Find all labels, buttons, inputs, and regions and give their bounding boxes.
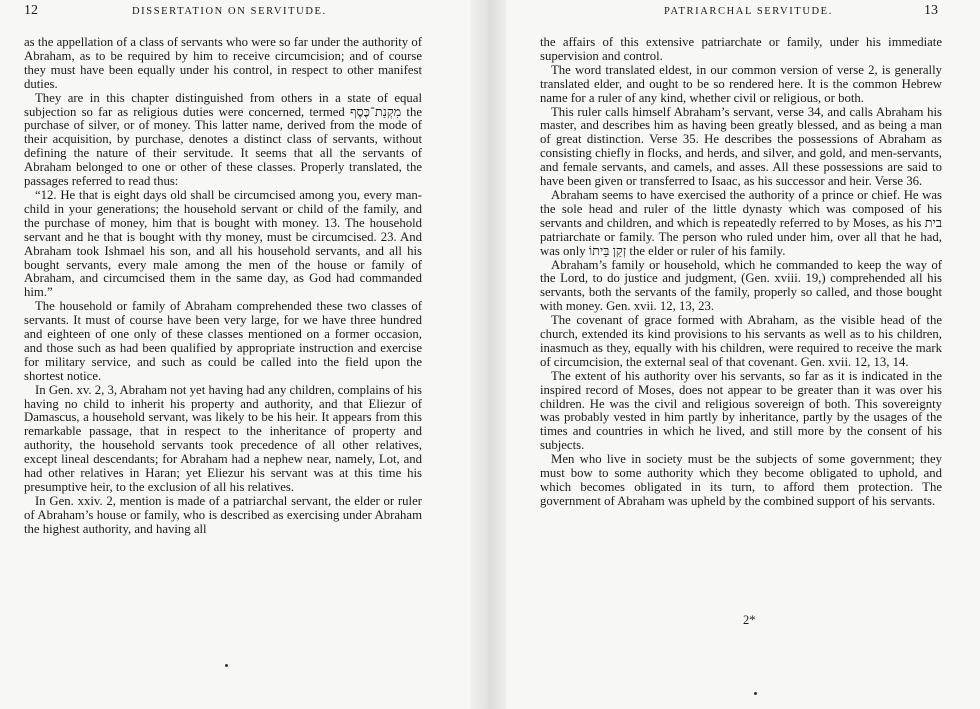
quotation: “12. He that is eight days old shall be circumcised among you, every man-child in your generations; the household servant or child of the family, and the purchase of money, him that is bought with money. 13. The household servant and he that is bought with thy money, must be circumcised. 23. And Abraham took Ishmael his son, and all his household servants, and all his bought servants, every male among the men of the house or family of Abraham, and circumcised them in the same day, as God had commanded him.” — [24, 187, 422, 300]
running-head: PATRIARCHAL SERVITUDE. — [664, 6, 833, 17]
left-page — [0, 0, 470, 709]
signature-mark: 2* — [743, 613, 756, 627]
paragraph: The word translated eldest, in our common version of verse 2, is generally translated elder, and ought to be so rendered here. It is the common Hebrew name for a ruler of any kind, whether civil or religious, or both. — [540, 62, 942, 105]
paragraph: This ruler calls himself Abraham’s servant, verse 34, and calls Abraham his master, and describes him as having been greatly blessed, and as being a man of great distinction. Verse 35. He describes the possessions of Abraham as consisting chiefly in flocks, and herds, and silver, and gold, and men-servants, and female servants, and camels, and asses. All these possessions are said to have been given or transferred to Isaac, as his successor and heir. Verse 36. — [540, 104, 942, 189]
paragraph: The household or family of Abraham comprehended these two classes of servants. It must of course have been very large, for we have three hundred and eighteen of one only of these classes mentioned on a former occasion, and those such as had been qualified by appropriate instruction and exercise for military service, and such as could be called into the field upon the shortest notice. — [24, 299, 422, 383]
paragraph: In Gen. xxiv. 2, mention is made of a patriarchal servant, the elder or ruler of Abraham’s house or family, who is described as exercising under Abraham the highest authority, and having all — [24, 493, 422, 536]
paragraph: The covenant of grace formed with Abraham, as the visible head of the church, extended its kind provisions to his servants as well as to his children, inasmuch as they, equally with his children, were required to receive the mark of circumcision, the external seal of that covenant. Gen. xvii. 12, 13, 14. — [540, 313, 942, 369]
paragraph: In Gen. xv. 2, 3, Abraham not yet having had any children, complains of his having no child to inherit his property and authority, and that Eliezur of Damascus, a household servant, was likely to be his heir. It appears from this remarkable passage, that in respect to the inheritance of property and authority, the household servants took precedence of all other relatives, except lineal descendants; for Abraham had a nephew near, namely, Lot, and had other relatives in Haran; yet Eliezur his servant was at this time his presumptive heir, to the exclusion of all his relatives. — [24, 382, 422, 494]
page-number: 12 — [24, 3, 38, 18]
running-head: DISSERTATION ON SERVITUDE. — [132, 6, 327, 17]
paragraph: the affairs of this extensive patriarchate or family, under his immediate supervision and control. — [540, 35, 942, 63]
book-gutter — [470, 0, 506, 709]
scan-speck — [754, 692, 757, 695]
page-body — [24, 36, 422, 537]
right-page — [506, 0, 980, 709]
page-body — [540, 36, 942, 509]
paragraph: as the appellation of a class of servants who were so far under the authority of Abraham, as to be required by him to receive circumcision; and of course they must have been equally under his control, in respect to other manifest duties. — [24, 35, 422, 91]
paragraph: Men who live in society must be the subjects of some government; they must bow to some authority which they become obligated to uphold, and which becomes obligated in its turn, to afford them protection. The government of Abraham was upheld by the combined support of his servants. — [540, 452, 942, 508]
paragraph: The extent of his authority over his servants, so far as it is indicated in the inspired record of Moses, does not appear to be greater than it was over his children. He was the civil and religious sovereign of both. This sovereignty was probably vested in him partly by inheritance, partly by the usages of the times and countries in which he lived, and still more by the consent of his subjects. — [540, 368, 942, 453]
page-number: 13 — [924, 3, 938, 18]
paragraph: Abraham seems to have exercised the authority of a prince or chief. He was the sole head and ruler of the little dynasty which was composed of his servants and children, and which is repeatedly referred to by Moses, as his בית patriarchate or family. The person who ruled under him, over all that he had, was only זְקַן בֵּיתוֹ the elder or ruler of his family. — [540, 187, 942, 258]
scan-speck — [225, 664, 228, 667]
paragraph: Abraham’s family or household, which he commanded to keep the way of the Lord, to do justice and judgment, (Gen. xviii. 19,) comprehended all his servants, both the servants of the family, properly so called, and those bought with money. Gen. xvii. 12, 13, 23. — [540, 257, 942, 314]
paragraph: They are in this chapter distinguished from others in a state of equal subjection so far as religious duties were concerned, termed מִקְנַת־כֶּסֶף the purchase of silver, or of money. This latter name, derived from the mode of their acquisition, by purchase, denotes a distinct class of servants, without defining the nature of their servitude. It seems that all the servants of Abraham belonged to one or other of these classes. Properly translated, the passages referred to read thus: — [24, 90, 422, 189]
